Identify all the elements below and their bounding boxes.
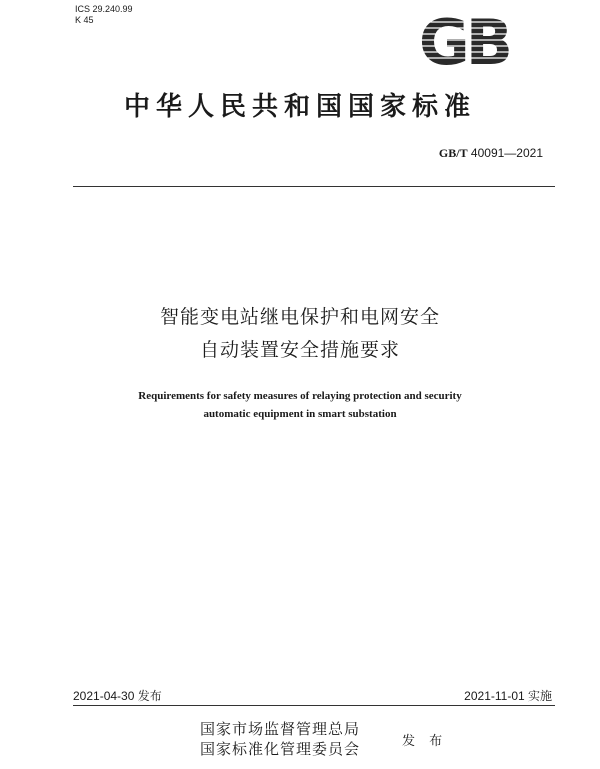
issuer-line-2: 国家标准化管理委员会	[200, 740, 361, 758]
standard-prefix: GB/T	[438, 146, 468, 160]
bottom-divider	[73, 705, 555, 706]
issue-date: 2021-04-30 发布	[73, 689, 162, 703]
chinese-title-line-2: 自动装置安全措施要求	[199, 339, 400, 361]
chinese-title-line-1: 智能变电站继电保护和电网安全	[159, 306, 440, 328]
implementation-date: 2021-11-01 实施	[464, 689, 552, 703]
publish-label: 发 布	[402, 734, 448, 749]
standard-code: 40091—2021	[470, 146, 543, 160]
ics-code: ICS 29.240.99	[75, 4, 133, 14]
classification-codes	[75, 4, 133, 26]
english-title-line-2: automatic equipment in smart substation	[203, 408, 397, 420]
standard-number	[439, 146, 543, 161]
issuer-line-1: 国家市场监督管理总局	[200, 720, 361, 738]
gb-logo	[405, 12, 523, 70]
top-divider	[73, 186, 555, 187]
english-title-line-1: Requirements for safety measures of relaying protection and security	[138, 390, 462, 402]
ccs-code: K 45	[75, 15, 94, 25]
standard-type-title: 中华人民共和国国家标准	[123, 92, 476, 122]
gb-logo-text: GB	[418, 12, 510, 70]
